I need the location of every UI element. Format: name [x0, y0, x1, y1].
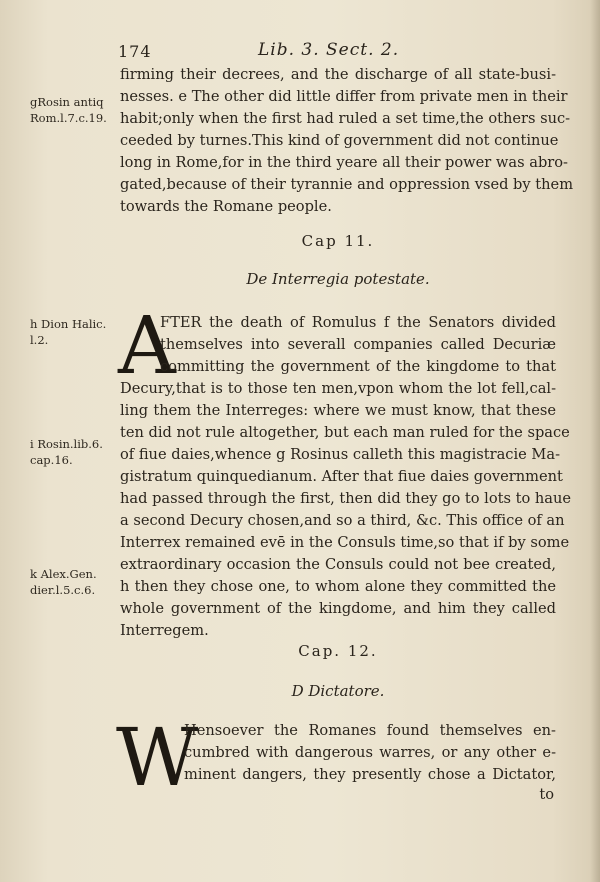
margin-note: gRosin antiq Rom.l.7.c.19.	[30, 95, 107, 125]
text-line: of fiue daies,whence g Rosinus calleth this magistracie Ma-	[120, 446, 561, 463]
text-line: Interrex remained evē in the Consuls time,so that if by some	[120, 534, 570, 551]
text-line: committing the government of the kingdome to that	[160, 358, 556, 375]
page-number: 174	[118, 42, 152, 61]
text-line: whole government of the kingdome, and him they called	[120, 600, 556, 617]
text-line: Decury,that is to those ten men,vpon whom the lot fell,cal-	[120, 380, 556, 397]
text-line: minent dangers, they presently chose a Dictator,	[184, 766, 556, 783]
text-line: ten did not rule altogether, but each man ruled for the space	[120, 424, 570, 441]
chapter-heading: Cap. 12.	[298, 642, 378, 660]
text-line: ceeded by turnes.This kind of government did not continue	[120, 132, 559, 149]
text-line: habit;only when the first had ruled a set time,the others suc-	[120, 110, 571, 127]
margin-note: k Alex.Gen. dier.l.5.c.6.	[30, 567, 97, 597]
text-line: a second Decury chosen,and so a third, &c. This office of an	[120, 512, 565, 529]
margin-note: i Rosin.lib.6. cap.16.	[30, 437, 103, 467]
text-line: extraordinary occasion the Consuls could not bee created,	[120, 556, 556, 573]
text-line: ling them the Interreges: where we must know, that these	[120, 402, 556, 419]
text-line: gistratum quinquedianum. After that fiue daies government	[120, 468, 563, 485]
drop-capital: A	[118, 299, 176, 392]
text-line: Hensoever the Romanes found themselves en-	[184, 722, 556, 739]
text-line: long in Rome,for in the third yeare all their power was abro-	[120, 154, 568, 171]
drop-capital: W	[116, 711, 199, 804]
text-line: cumbred with dangerous warres, or any other e-	[184, 744, 556, 761]
chapter-subheading: De Interregia potestate.	[246, 270, 430, 288]
running-head: Lib. 3. Sect. 2.	[258, 40, 400, 60]
margin-note: h Dion Halic. l.2.	[30, 317, 107, 347]
text-line: h then they chose one, to whom alone they committed the	[120, 578, 556, 595]
chapter-subheading: D Dictatore.	[291, 682, 385, 700]
text-line: towards the Romane people.	[120, 198, 332, 215]
text-line: FTER the death of Romulus f the Senators divided	[160, 314, 556, 331]
catchword: to	[539, 786, 554, 803]
chapter-heading: Cap 11.	[301, 232, 375, 250]
text-line: themselves into severall companies called Decuriæ	[160, 336, 556, 353]
text-line: firming their decrees, and the discharge of all state-busi-	[120, 66, 556, 83]
text-line: gated,because of their tyrannie and oppression vsed by them	[120, 176, 574, 193]
text-line: nesses. e The other did little differ from private men in their	[120, 88, 568, 105]
page-edge-shadow	[590, 0, 600, 882]
page-header	[118, 40, 438, 64]
text-line: Interregem.	[120, 622, 209, 639]
text-line: had passed through the first, then did they go to lots to haue	[120, 490, 572, 507]
